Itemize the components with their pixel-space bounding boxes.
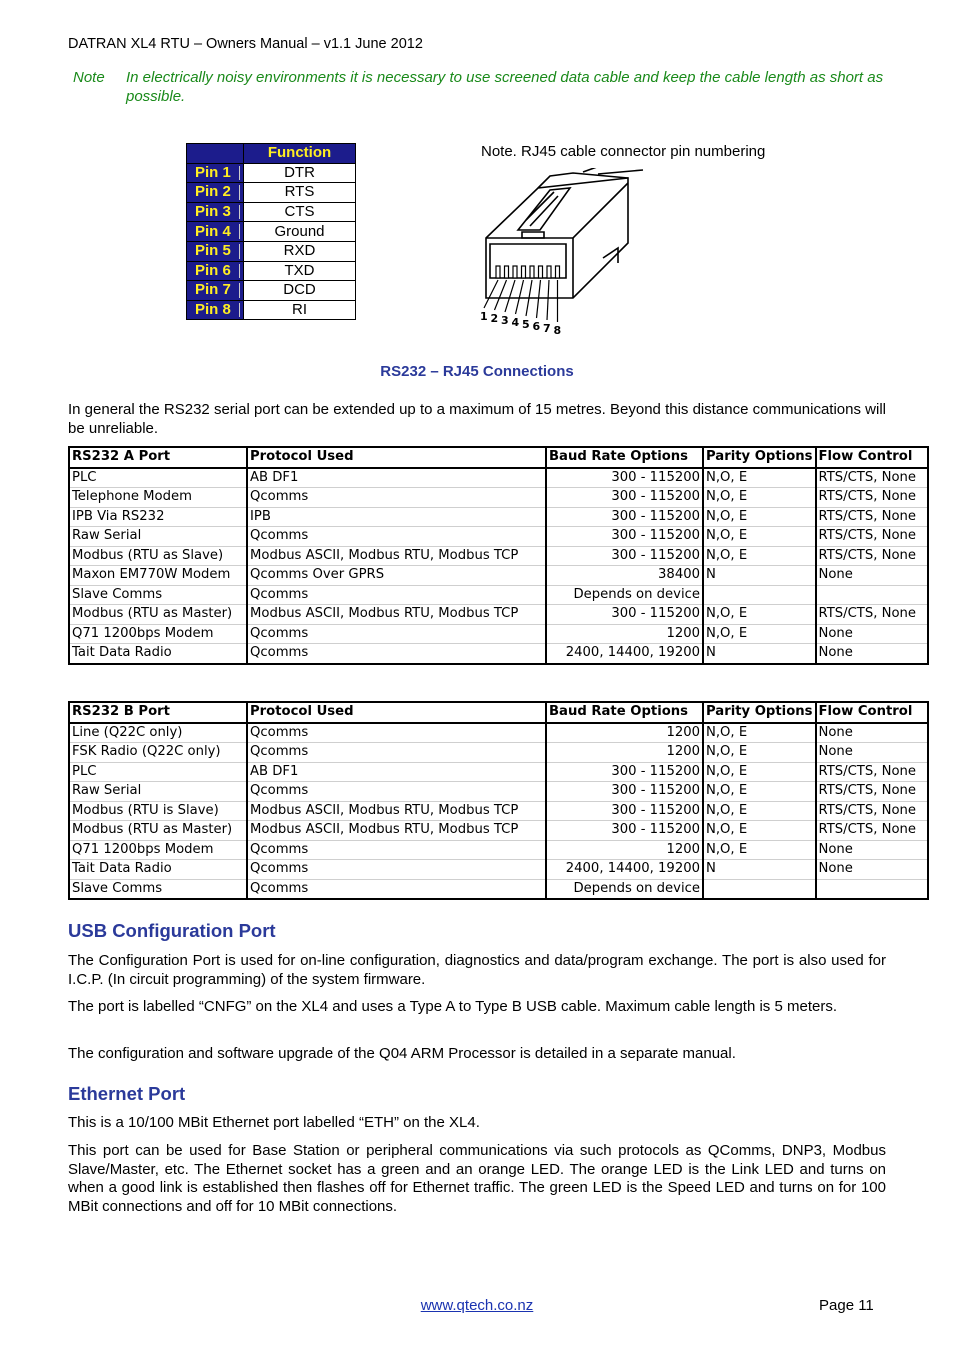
table-cell: Qcomms [247, 585, 546, 605]
pin-row [187, 163, 356, 183]
rj45-pin-contact [556, 266, 560, 278]
column-header: RS232 A Port [69, 447, 247, 468]
rs232-length-paragraph: In general the RS232 serial port can be extended up to a maximum of 15 metres. Beyond this distance communications will be unreliable. [68, 401, 886, 437]
usb-paragraph-3: The configuration and software upgrade of the Q04 ARM Processor is detailed in a separate manual. [68, 1045, 736, 1062]
table-cell: PLC [69, 468, 247, 488]
table-cell [703, 879, 816, 899]
table-header-row [69, 702, 928, 723]
usb-heading: USB Configuration Port [68, 920, 276, 941]
pin-label: Pin 1 [187, 163, 244, 183]
rj45-pin-number: 1 [480, 310, 488, 323]
table-cell: 300 - 115200 [546, 507, 703, 527]
table-cell: RTS/CTS, None [816, 821, 928, 841]
rj45-pin-number: 8 [553, 324, 562, 337]
table-row [69, 801, 928, 821]
table-header-row [69, 447, 928, 468]
table-cell: N [703, 644, 816, 664]
table-cell: N [703, 566, 816, 586]
table-cell: N,O, E [703, 605, 816, 625]
table-cell: Depends on device [546, 585, 703, 605]
table-row [69, 585, 928, 605]
usb-paragraph-2: The port is labelled “CNFG” on the XL4 and uses a Type A to Type B USB cable. Maximum cable length is 5 meters. [68, 998, 837, 1015]
table-cell: N,O, E [703, 527, 816, 547]
table-cell: Qcomms [247, 644, 546, 664]
table-row [69, 624, 928, 644]
table-cell: Modbus ASCII, Modbus RTU, Modbus TCP [247, 546, 546, 566]
table-cell: Modbus (RTU as Master) [69, 821, 247, 841]
table-cell: Modbus (RTU as Slave) [69, 546, 247, 566]
table-cell: Slave Comms [69, 585, 247, 605]
table-cell: FSK Radio (Q22C only) [69, 743, 247, 763]
table-row [69, 860, 928, 880]
table-cell: None [816, 723, 928, 743]
table-cell: Qcomms [247, 860, 546, 880]
table-cell: RTS/CTS, None [816, 762, 928, 782]
pin-row [187, 281, 356, 301]
table-cell: N,O, E [703, 840, 816, 860]
table-row [69, 840, 928, 860]
rj45-pin-number: 3 [501, 314, 509, 327]
table-cell: RTS/CTS, None [816, 605, 928, 625]
table-cell: Raw Serial [69, 527, 247, 547]
column-header: Parity Options [703, 447, 816, 468]
rj45-pin-contact [522, 266, 526, 278]
table-cell: Qcomms [247, 743, 546, 763]
table-cell [816, 585, 928, 605]
table-cell: Q71 1200bps Modem [69, 840, 247, 860]
table-cell: 300 - 115200 [546, 821, 703, 841]
table-cell: 300 - 115200 [546, 605, 703, 625]
table-row [69, 782, 928, 802]
footer-website-link[interactable]: www.qtech.co.nz [420, 1297, 534, 1314]
table-row [69, 743, 928, 763]
rj45-pin-number: 6 [532, 320, 541, 333]
table-cell: 300 - 115200 [546, 782, 703, 802]
table-cell: RTS/CTS, None [816, 527, 928, 547]
table-cell: Q71 1200bps Modem [69, 624, 247, 644]
pin-table-corner [187, 144, 244, 164]
table-cell: Qcomms [247, 879, 546, 899]
pin-function: DCD [244, 281, 356, 301]
table-cell: Qcomms Over GPRS [247, 566, 546, 586]
rj45-pin-contact [513, 266, 517, 278]
pin-row [187, 183, 356, 203]
column-header: Parity Options [703, 702, 816, 723]
ethernet-heading: Ethernet Port [68, 1083, 186, 1104]
table-cell: Modbus ASCII, Modbus RTU, Modbus TCP [247, 605, 546, 625]
table-cell: Modbus ASCII, Modbus RTU, Modbus TCP [247, 801, 546, 821]
pin-function: RTS [244, 183, 356, 203]
pin-row [187, 261, 356, 281]
rj45-note: Note. RJ45 cable connector pin numbering [481, 143, 766, 160]
pin-function: Ground [244, 222, 356, 242]
table-cell: Depends on device [546, 879, 703, 899]
table-cell: None [816, 743, 928, 763]
table-cell: N,O, E [703, 468, 816, 488]
table-cell: IPB [247, 507, 546, 527]
note-text: In electrically noisy environments it is necessary to use screened data cable and keep the cable length as short as possible. [126, 69, 884, 105]
table-cell: AB DF1 [247, 468, 546, 488]
pin-table-header: Function [244, 144, 356, 164]
table-cell: IPB Via RS232 [69, 507, 247, 527]
table-cell: None [816, 624, 928, 644]
table-cell: Qcomms [247, 624, 546, 644]
table-cell: None [816, 860, 928, 880]
table-cell: N,O, E [703, 821, 816, 841]
table-cell: N,O, E [703, 723, 816, 743]
rj45-pin-number: 2 [490, 312, 499, 325]
table-row [69, 821, 928, 841]
table-cell: Modbus (RTU is Slave) [69, 801, 247, 821]
column-header: Flow Control [816, 702, 928, 723]
table-row [69, 644, 928, 664]
figure-caption: RS232 – RJ45 Connections [380, 363, 574, 380]
table-cell: Slave Comms [69, 879, 247, 899]
table-row [69, 762, 928, 782]
table-cell: 1200 [546, 624, 703, 644]
table-cell: RTS/CTS, None [816, 488, 928, 508]
table-cell: Maxon EM770W Modem [69, 566, 247, 586]
pin-function: DTR [244, 163, 356, 183]
table-cell: Raw Serial [69, 782, 247, 802]
table-cell: Qcomms [247, 527, 546, 547]
table-cell: N,O, E [703, 546, 816, 566]
pin-function: RI [244, 300, 356, 320]
table-cell: AB DF1 [247, 762, 546, 782]
rj45-connector-diagram [478, 168, 648, 346]
table-cell: 300 - 115200 [546, 468, 703, 488]
table-cell: 300 - 115200 [546, 488, 703, 508]
rj45-pin-contact [547, 266, 551, 278]
table-cell: N,O, E [703, 488, 816, 508]
table-cell: 1200 [546, 743, 703, 763]
table-cell: RTS/CTS, None [816, 507, 928, 527]
page-number: Page 11 [819, 1297, 874, 1314]
column-header: Flow Control [816, 447, 928, 468]
column-header: Protocol Used [247, 447, 546, 468]
table-cell: 1200 [546, 723, 703, 743]
table-cell: None [816, 840, 928, 860]
table-row [69, 566, 928, 586]
rj45-pin-number: 5 [522, 318, 530, 331]
pin-label: Pin 2 [187, 183, 244, 203]
table-row [69, 546, 928, 566]
table-cell: 300 - 115200 [546, 801, 703, 821]
table-cell: None [816, 566, 928, 586]
table-cell: N,O, E [703, 624, 816, 644]
page-header: DATRAN XL4 RTU – Owners Manual – v1.1 June 2012 [68, 36, 423, 52]
rj45-pin-number: 4 [511, 316, 520, 329]
usb-paragraph-1: The Configuration Port is used for on-line configuration, diagnostics and data/program exchange. The port is also used for I.C.P. (In circuit programming) of the system firmware. [68, 952, 886, 988]
pin-label: Pin 8 [187, 300, 244, 320]
pin-row [187, 202, 356, 222]
rj45-pin-contact [539, 266, 543, 278]
column-header: Protocol Used [247, 702, 546, 723]
rj45-pin-contact [505, 266, 509, 278]
pin-row [187, 241, 356, 261]
table-row [69, 468, 928, 488]
rs232-a-port-table [68, 446, 929, 665]
rj45-pin-contact [496, 266, 500, 278]
table-cell: Qcomms [247, 723, 546, 743]
table-row [69, 507, 928, 527]
pin-label: Pin 7 [187, 281, 244, 301]
table-cell: Qcomms [247, 840, 546, 860]
pin-function: CTS [244, 202, 356, 222]
table-cell: N,O, E [703, 743, 816, 763]
table-cell: 1200 [546, 840, 703, 860]
table-row [69, 879, 928, 899]
table-row [69, 527, 928, 547]
table-cell: 300 - 115200 [546, 762, 703, 782]
table-cell: N,O, E [703, 507, 816, 527]
pin-row [187, 222, 356, 242]
rs232-b-port-table [68, 701, 929, 900]
table-cell: N,O, E [703, 782, 816, 802]
pin-label: Pin 5 [187, 241, 244, 261]
table-cell: Qcomms [247, 782, 546, 802]
table-cell: Line (Q22C only) [69, 723, 247, 743]
table-cell: Qcomms [247, 488, 546, 508]
table-cell: 2400, 14400, 19200 [546, 860, 703, 880]
ethernet-paragraph-2: This port can be used for Base Station or peripheral communications via such protocols as QComms, DNP3, Modbus Slave/Master, etc. The Ethernet socket has a green and an orange LED. The orange LED is the Link LED and turns on when a good link is established then flashes off for Ethernet traffic. The green LED is the Speed LED and turns on for 100 MBit connections and off for 10 MBit connections. [68, 1142, 886, 1215]
ethernet-paragraph-1: This is a 10/100 MBit Ethernet port labelled “ETH” on the XL4. [68, 1114, 480, 1131]
table-row [69, 488, 928, 508]
pin-function: RXD [244, 241, 356, 261]
pin-label: Pin 3 [187, 202, 244, 222]
table-cell: Modbus (RTU as Master) [69, 605, 247, 625]
note-label: Note [73, 69, 105, 86]
table-row [69, 605, 928, 625]
table-cell [816, 879, 928, 899]
column-header: Baud Rate Options [546, 447, 703, 468]
pin-label: Pin 4 [187, 222, 244, 242]
table-cell: RTS/CTS, None [816, 801, 928, 821]
pin-function: TXD [244, 261, 356, 281]
table-cell: RTS/CTS, None [816, 546, 928, 566]
rj45-pin-number: 7 [543, 322, 551, 335]
table-cell: None [816, 644, 928, 664]
table-cell: 2400, 14400, 19200 [546, 644, 703, 664]
table-cell: 38400 [546, 566, 703, 586]
table-cell: Tait Data Radio [69, 644, 247, 664]
column-header: RS232 B Port [69, 702, 247, 723]
table-cell: N,O, E [703, 762, 816, 782]
rj45-pin-contact [530, 266, 534, 278]
table-cell: 300 - 115200 [546, 527, 703, 547]
pin-label: Pin 6 [187, 261, 244, 281]
table-row [69, 723, 928, 743]
table-cell: Telephone Modem [69, 488, 247, 508]
table-cell [703, 585, 816, 605]
table-cell: Tait Data Radio [69, 860, 247, 880]
table-cell: PLC [69, 762, 247, 782]
column-header: Baud Rate Options [546, 702, 703, 723]
pin-row [187, 300, 356, 320]
table-cell: N,O, E [703, 801, 816, 821]
table-cell: Modbus ASCII, Modbus RTU, Modbus TCP [247, 821, 546, 841]
table-cell: N [703, 860, 816, 880]
table-cell: 300 - 115200 [546, 546, 703, 566]
pin-function-table [186, 143, 356, 320]
table-cell: RTS/CTS, None [816, 468, 928, 488]
table-cell: RTS/CTS, None [816, 782, 928, 802]
